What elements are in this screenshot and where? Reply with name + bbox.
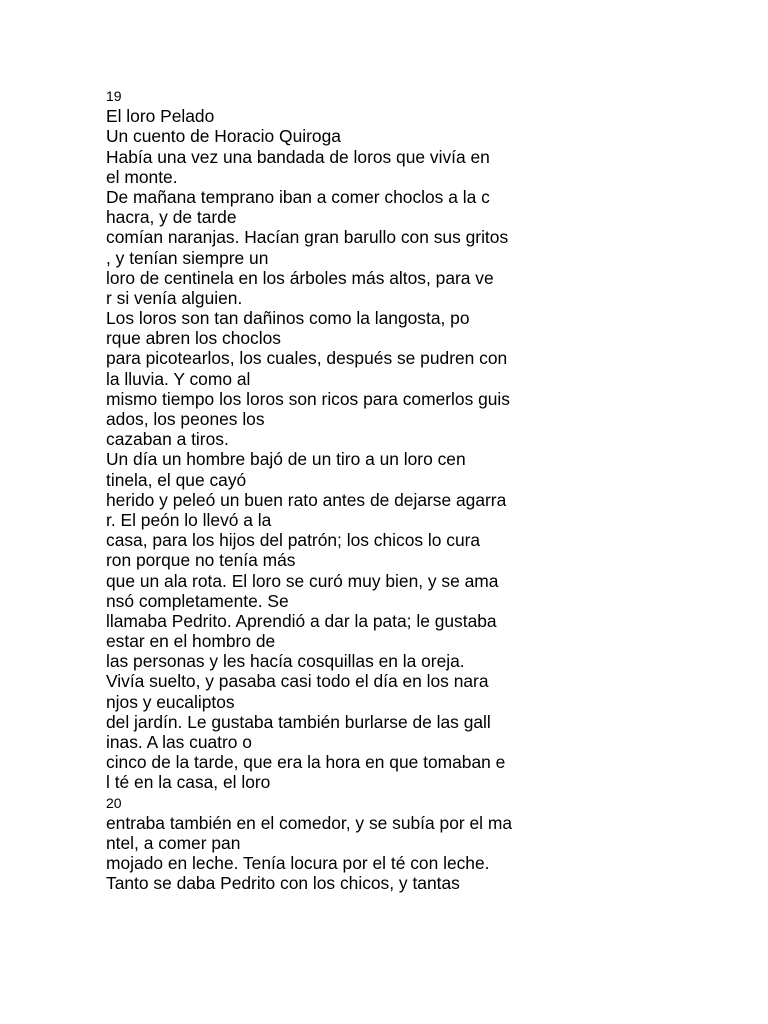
story-subtitle: Un cuento de Horacio Quiroga [106, 126, 341, 147]
text-line: Tanto se daba Pedrito con los chicos, y tantas [106, 873, 460, 894]
text-line: estar en el hombro de [106, 631, 276, 652]
text-line: mojado en leche. Tenía locura por el té con leche. [106, 853, 490, 874]
text-line: comían naranjas. Hacían gran barullo con sus gritos [106, 227, 509, 248]
text-line: la lluvia. Y como al [106, 368, 251, 389]
text-line: loro de centinela en los árboles más altos, para ve [106, 267, 494, 288]
text-line: inas. A las cuatro o [106, 732, 252, 752]
text-line: r. El peón lo llevó a la [106, 509, 272, 530]
text-line: llamaba Pedrito. Aprendió a dar la pata; le gustaba [106, 610, 497, 631]
text-line: ados, los peones los [106, 409, 265, 429]
text-line: , y tenían siempre un [106, 247, 269, 268]
text-line: l té en la casa, el loro [106, 772, 271, 793]
text-block-page-19 [106, 147, 746, 793]
story-title: El loro Pelado [106, 106, 215, 127]
text-line: hacra, y de tarde [106, 207, 237, 228]
text-line: herido y peleó un buen rato antes de dejarse agarra [106, 489, 507, 510]
text-line: Había una vez una bandada de loros que vivía en [106, 146, 490, 167]
text-line: ron porque no tenía más [106, 550, 296, 571]
text-block-page-20 [106, 813, 746, 894]
text-line: Los loros son tan dañinos como la langosta, po [106, 308, 470, 329]
document-page [106, 86, 746, 894]
text-line: nsó completamente. Se [106, 590, 289, 611]
text-line: r si venía alguien. [106, 287, 243, 308]
text-line: ntel, a comer pan [106, 832, 241, 853]
page-number: 19 [106, 88, 122, 104]
text-line: Un día un hombre bajó de un tiro a un loro cen [106, 449, 466, 470]
page-number: 20 [106, 794, 122, 811]
text-line: del jardín. Le gustaba también burlarse de las gall [106, 711, 491, 732]
text-line: De mañana temprano iban a comer choclos a la c [106, 186, 490, 207]
text-line: cinco de la tarde, que era la hora en que tomaban e [106, 752, 506, 773]
text-line: para picotearlos, los cuales, después se pudren con [106, 348, 508, 369]
text-line: rque abren los choclos [106, 328, 281, 349]
text-line: njos y eucaliptos [106, 691, 235, 712]
text-line: cazaban a tiros. [106, 429, 229, 450]
text-line: que un ala rota. El loro se curó muy bien, y se ama [106, 570, 499, 591]
text-line: Vivía suelto, y pasaba casi todo el día en los nara [106, 671, 489, 692]
text-line: casa, para los hijos del patrón; los chicos lo cura [106, 530, 481, 551]
text-line: el monte. [106, 166, 178, 187]
text-line: tinela, el que cayó [106, 469, 247, 490]
text-line: mismo tiempo los loros son ricos para comerlos guis [106, 388, 510, 409]
text-line: entraba también en el comedor, y se subía por el ma [106, 812, 513, 833]
text-line: las personas y les hacía cosquillas en la oreja. [106, 651, 465, 672]
